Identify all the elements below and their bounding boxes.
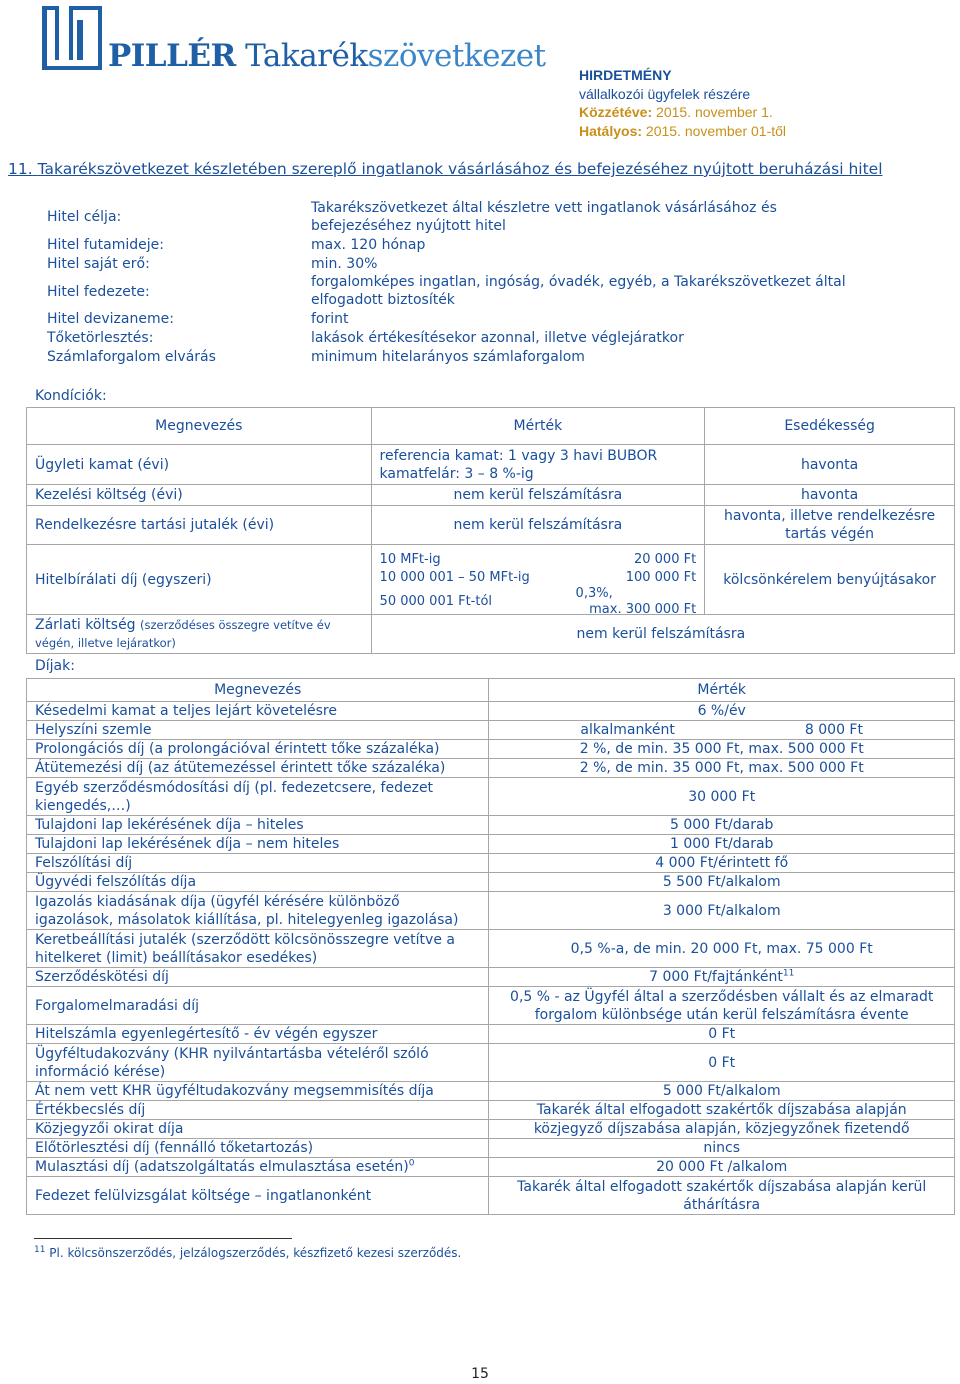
fee-row [27, 759, 955, 778]
fee-name-main: Egyéb szerződésmódosítási díj [35, 779, 250, 796]
row-name: Zárlati költség (szerződéses összegre vetítve év végén, illetve lejáratkor) [27, 615, 372, 654]
fee-name-main: Késedelmi kamat [35, 703, 156, 719]
fee-value [489, 721, 955, 740]
fee-name [27, 1139, 489, 1158]
fee-name [27, 778, 489, 816]
footnote: $^{11}$ Pl. kölcsönszerződés, jelzálogszerződés, készfizető kezesi szerződés. [34, 1245, 462, 1260]
row-name: Kezelési költség (évi) [27, 485, 372, 506]
fee-value-text: 5 000 Ft/darab [669, 817, 774, 833]
footnote-divider [34, 1238, 292, 1239]
fee-name [27, 1120, 489, 1139]
fee-name-detail: - év végén egyszer [239, 1026, 378, 1042]
row-name: Rendelkezésre tartási jutalék (évi) [27, 506, 372, 545]
fee-name-detail: (fennálló tőketartozás) [149, 1140, 314, 1156]
fee-row [27, 1158, 955, 1177]
effective-label: Hatályos: [579, 122, 643, 139]
fee-name-detail: (KHR nyilvántartásba vételéről szóló információ kérése) [35, 1045, 429, 1080]
header-name: Megnevezés [27, 408, 372, 445]
fee-name-detail: (az átütemezéssel érintett tőke százaléka) [143, 760, 446, 776]
notice-title: HIRDETMÉNY [579, 67, 672, 83]
fee-name-detail: – ingatlanonként [250, 1187, 372, 1204]
fee-name [27, 1025, 489, 1044]
fee-name-detail: (pl. fedezetcsere, fedezet kiengedés,…) [35, 779, 434, 814]
row-value: nem kerül felszámításra [371, 485, 705, 506]
row-due: havonta [705, 445, 955, 485]
fee-value [489, 968, 955, 987]
info-key: Hitel célja: [47, 209, 122, 225]
effective-value: 2015. november 01-től [645, 122, 787, 139]
row-due: havonta, illetve rendelkezésre tartás végén [705, 506, 955, 545]
fee-value-text: 20 000 Ft /alkalom [656, 1159, 788, 1175]
fee-name-main: Közjegyzői okirat díja [35, 1121, 184, 1137]
conditions-table [26, 407, 955, 654]
info-key: Hitel futamideje: [47, 237, 164, 253]
fee-row [27, 835, 955, 854]
fee-name-detail: (ügyfél kérésére különböző igazolások, másolatok kiállítása, pl. hitelegyenleg igazolása) [35, 893, 459, 928]
fee-value [489, 1139, 955, 1158]
info-value: max. 120 hónap [311, 237, 426, 253]
table-row [27, 445, 955, 485]
fee-name-detail: a teljes lejárt követelésre [155, 703, 337, 719]
fee-row [27, 816, 955, 835]
fee-value-text: 0 Ft [708, 1026, 736, 1042]
table-header-row [27, 408, 955, 445]
fee-row [27, 873, 955, 892]
fee-row [27, 1177, 955, 1215]
fee-name [27, 1177, 489, 1215]
info-value: minimum hitelarányos számlaforgalom [311, 349, 585, 365]
fee-row [27, 1025, 955, 1044]
fee-row [27, 1101, 955, 1120]
fee-value-text: közjegyző díjszabása alapján, közjegyzőnek fizetendő [533, 1121, 910, 1137]
fee-row [27, 968, 955, 987]
fee-name-main: Ügyvédi felszólítás díja [35, 874, 197, 890]
fee-row [27, 987, 955, 1025]
header-value: Mérték [371, 408, 705, 445]
fee-name [27, 1101, 489, 1120]
info-key: Hitel devizaneme: [47, 311, 174, 327]
header-name: Megnevezés [27, 679, 489, 702]
conditions-title: Kondíciók: [35, 388, 107, 404]
fee-value-text: 3 000 Ft/alkalom [662, 902, 781, 919]
fee-value-text: 0,5 %-a, de min. 20 000 Ft, max. 75 000 Ft [570, 940, 873, 957]
fee-name-main: Szerződéskötési díj [35, 969, 169, 985]
fee-name [27, 987, 489, 1025]
fee-row [27, 721, 955, 740]
fee-value-text: 0 Ft [708, 1054, 736, 1071]
fees-title: Díjak: [35, 658, 75, 674]
fee-name [27, 854, 489, 873]
fee-row [27, 854, 955, 873]
table-row [27, 485, 955, 506]
fee-value-text: 2 %, de min. 35 000 Ft, max. 500 000 Ft [579, 760, 864, 776]
fee-name-main: Felszólítási díj [35, 855, 133, 871]
fee-name [27, 702, 489, 721]
fee-name [27, 930, 489, 968]
fee-name-main: Fedezet felülvizsgálat költsége [35, 1187, 251, 1204]
fee-name-main: Prolongációs díj [35, 741, 145, 757]
header-value: Mérték [489, 679, 955, 702]
fee-value [489, 873, 955, 892]
fee-name [27, 892, 489, 930]
fee-value-text: 30 000 Ft [688, 788, 756, 805]
info-key: Hitel saját erő: [47, 256, 150, 272]
info-value: forgalomképes ingatlan, ingóság, óvadék, egyéb, a Takarékszövetkezet által elfogadott biztosíték [311, 274, 846, 308]
table-row [27, 506, 955, 545]
notice-block [579, 66, 786, 140]
fee-value-text: Takarék által elfogadott szakértők díjszabása alapján [536, 1102, 907, 1118]
fee-value [489, 1044, 955, 1082]
row-value: nem kerül felszámításra [371, 615, 954, 654]
row-value: referencia kamat: 1 vagy 3 havi BUBOR kamatfelár: 3 – 8 %-ig [371, 445, 705, 485]
fee-row [27, 930, 955, 968]
fee-name-main: Helyszíni szemle [35, 722, 152, 738]
fee-name-detail: (szerződött kölcsönösszegre vetítve a hitelkeret (limit) beállításakor esedékes) [35, 931, 455, 966]
fee-name-main: Átütemezési díj [35, 760, 144, 776]
fee-value [489, 759, 955, 778]
fee-name [27, 1044, 489, 1082]
fee-row [27, 892, 955, 930]
fee-name-main: Forgalomelmaradási díj [35, 997, 200, 1014]
fee-value-text: 6 %/év [697, 703, 746, 719]
fee-name-main: Át nem vett KHR ügyféltudakozvány megsemmisítés díja [35, 1083, 434, 1099]
fee-value [489, 1120, 955, 1139]
fee-value [489, 1101, 955, 1120]
fee-name-main: Tulajdoni lap lekérésének díja [35, 817, 242, 833]
fee-name-detail: (adatszolgáltatás elmulasztása esetén) [129, 1159, 409, 1175]
fee-value [489, 1158, 955, 1177]
fee-row [27, 778, 955, 816]
table-header-row [27, 679, 955, 702]
fee-value-text: nincs [703, 1140, 741, 1156]
fee-value [489, 740, 955, 759]
fee-name [27, 1158, 489, 1177]
fee-value-text: 2 %, de min. 35 000 Ft, max. 500 000 Ft [579, 741, 864, 757]
fee-value [489, 1082, 955, 1101]
fee-value-text: 1 000 Ft/darab [669, 836, 774, 852]
footnote-ref: 0 [408, 1158, 415, 1169]
fee-value-text: 5 500 Ft/alkalom [662, 874, 781, 890]
fee-name-main: Ügyféltudakozvány [35, 1045, 170, 1062]
fee-name-detail: – nem hiteles [241, 836, 340, 852]
page-number: 15 [471, 1366, 489, 1382]
info-key: Tőketörlesztés: [47, 330, 154, 346]
row-name: Hitelbírálati díj (egyszeri) [27, 545, 372, 615]
row-value: nem kerül felszámításra [371, 506, 705, 545]
fee-value [489, 702, 955, 721]
fee-name [27, 740, 489, 759]
row-value: 10 MFt-ig 20 000 Ft 10 000 001 – 50 MFt-ig 100 000 Ft 50 000 001 Ft-tól 0,3%, max. 300 000 Ft [371, 545, 705, 615]
fee-value-text: Takarék által elfogadott szakértők díjszabása alapján kerül áthárításra [517, 1178, 927, 1213]
fee-value-text: 0,5 % - az Ügyfél által a szerződésben vállalt és az elmaradt forgalom különbsége után kerül felszámításra évente [510, 988, 934, 1023]
fee-value [489, 987, 955, 1025]
section-title: 11. Takarékszövetkezet készletében szereplő ingatlanok vásárlásához és befejezéséhez nyújtott beruházási hitel [8, 160, 883, 178]
published-label: Közzétéve: [579, 104, 653, 120]
fee-name-main: Értékbecslés díj [35, 1102, 146, 1118]
fee-name-detail: – hiteles [241, 817, 304, 833]
info-key: Hitel fedezete: [47, 284, 150, 300]
fee-value-text: 5 000 Ft/alkalom [662, 1083, 781, 1099]
table-row [27, 545, 955, 615]
fee-value-text: 7 000 Ft/fajtánként [649, 969, 783, 985]
fee-row [27, 1082, 955, 1101]
header-due: Esedékesség [705, 408, 955, 445]
info-value: lakások értékesítésekor azonnal, illetve véglejáratkor [311, 330, 684, 346]
fee-row [27, 702, 955, 721]
fee-name [27, 1082, 489, 1101]
fee-name-main: Mulasztási díj [35, 1159, 130, 1175]
fee-value [489, 930, 955, 968]
logo-wordmark: PILLÉR Takarékszövetkezet [108, 38, 546, 74]
pillar-logo-icon [42, 6, 102, 70]
fee-name-main: Előtörlesztési díj [35, 1140, 150, 1156]
fee-value-text: 4 000 Ft/érintett fő [655, 855, 789, 871]
fee-value [489, 835, 955, 854]
fee-value-amount: 8 000 Ft [804, 722, 863, 738]
notice-subtitle: vállalkozói ügyfelek részére [579, 85, 751, 102]
fee-value [489, 1177, 955, 1215]
fee-value [489, 1025, 955, 1044]
fee-name [27, 759, 489, 778]
fee-name-main: Tulajdoni lap lekérésének díja [35, 836, 242, 852]
fee-name-detail: (a prolongációval érintett tőke százaléka) [144, 741, 440, 757]
published-value: 2015. november 1. [656, 104, 773, 120]
fee-name-main: Igazolás kiadásának díja [35, 893, 206, 910]
footnote-ref: 11 [782, 968, 795, 979]
fee-value [489, 854, 955, 873]
fee-name [27, 873, 489, 892]
fee-name [27, 835, 489, 854]
row-due: kölcsönkérelem benyújtásakor [705, 545, 955, 615]
fee-name [27, 721, 489, 740]
fee-name-main: Keretbeállítási jutalék [35, 931, 187, 948]
fee-row [27, 1120, 955, 1139]
company-logo [42, 6, 546, 78]
row-due: havonta [705, 485, 955, 506]
info-value: forint [311, 311, 349, 327]
fee-row [27, 1044, 955, 1082]
info-value: min. 30% [311, 256, 378, 272]
row-name: Ügyleti kamat (évi) [27, 445, 372, 485]
fee-name [27, 968, 489, 987]
fee-name-main: Hitelszámla egyenlegértesítő [35, 1026, 240, 1042]
fee-value-unit: alkalmanként [580, 722, 675, 738]
fees-table [26, 678, 955, 1215]
fee-value [489, 892, 955, 930]
fee-name [27, 816, 489, 835]
fee-value [489, 816, 955, 835]
fee-row [27, 1139, 955, 1158]
table-row [27, 615, 955, 654]
fee-value [489, 778, 955, 816]
info-value: Takarékszövetkezet által készletre vett ingatlanok vásárlásához és befejezéséhez nyújtott hitel [311, 200, 777, 234]
info-key: Számlaforgalom elvárás [47, 349, 216, 365]
fee-row [27, 740, 955, 759]
